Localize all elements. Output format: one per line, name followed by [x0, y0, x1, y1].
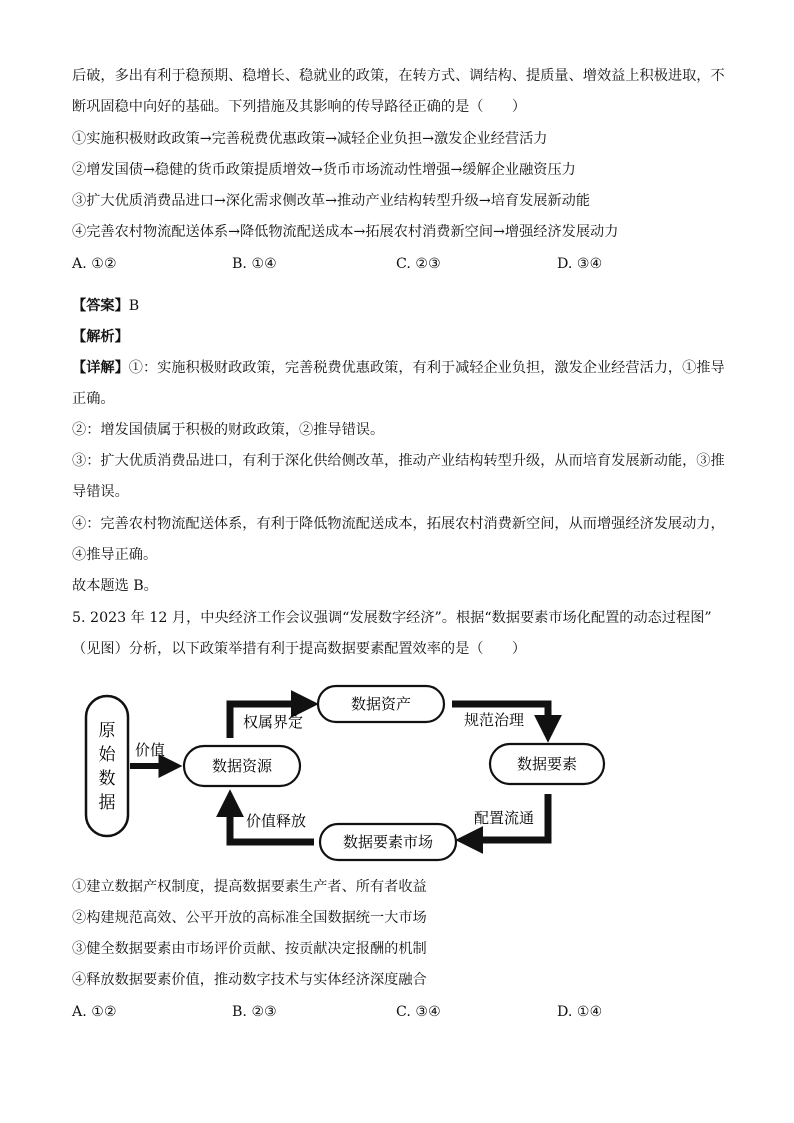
q5-option-a: A. ①② [72, 1004, 117, 1020]
q5-item-1: ①建立数据产权制度，提高数据要素生产者、所有者收益 [72, 879, 427, 895]
q5-item-4: ④释放数据要素价值，推动数字技术与实体经济深度融合 [72, 972, 427, 988]
q4-option-a: A. ①② [72, 256, 117, 272]
data-element-process-diagram [80, 682, 620, 864]
q5-option-b: B. ②③ [232, 1004, 277, 1020]
conclusion: 故本题选 B。 [72, 578, 158, 594]
q4-item-1: ①实施积极财政政策→完善税费优惠政策→减轻企业负担→激发企业经营活力 [72, 131, 548, 147]
q4-item-2: ②增发国债→稳健的货币政策提质增效→货币市场流动性增强→缓解企业融资压力 [72, 162, 576, 178]
rights-label: 权属界定 [242, 713, 304, 731]
q5-option-d: D. ①④ [557, 1004, 603, 1020]
raw-data-box [86, 696, 128, 836]
detail-line-5: 导错误。 [72, 484, 129, 500]
q4-stem-line-2: 断巩固稳中向好的基础。下列措施及其影响的传导路径正确的是（ ） [72, 99, 527, 115]
q5-stem-line-1: 5. 2023 年 12 月，中央经济工作会议强调“发展数字经济”。根据“数据要素市场化配置的动态过程图” [72, 610, 712, 626]
detail-line-1 [72, 358, 725, 378]
raw-data-char-2: 始 [98, 745, 116, 765]
q4-item-3: ③扩大优质消费品进口→深化需求侧改革→推动产业结构转型升级→培育发展新动能 [72, 193, 591, 209]
detail-label: 【详解】 [72, 360, 129, 376]
q5-item-3: ③健全数据要素由市场评价贡献、按贡献决定报酬的机制 [72, 941, 427, 957]
raw-data-char-4: 据 [98, 793, 116, 813]
detail-line-3: ②：增发国债属于积极的财政政策，②推导错误。 [72, 422, 385, 438]
data-resource-label: 数据资源 [211, 757, 273, 775]
q4-option-c: C. ②③ [396, 256, 441, 272]
data-market-label: 数据要素市场 [342, 833, 434, 851]
govern-label: 规范治理 [463, 711, 525, 729]
q5-item-2: ②构建规范高效、公平开放的高标准全国数据统一大市场 [72, 910, 427, 926]
data-element-label: 数据要素 [516, 755, 578, 773]
q4-option-d: D. ③④ [557, 256, 603, 272]
release-label: 价值释放 [245, 812, 307, 830]
q4-stem-line-1: 后破，多出有利于稳预期、稳增长、稳就业的政策，在转方式、调结构、提质量、增效益上积极进取，不 [72, 68, 725, 84]
q4-item-4: ④完善农村物流配送体系→降低物流配送成本→拓展农村消费新空间→增强经济发展动力 [72, 224, 619, 240]
raw-data-char-3: 数 [98, 769, 116, 789]
detail-line-2: 正确。 [72, 391, 115, 407]
data-asset-label: 数据资产 [350, 695, 412, 713]
analysis-label: 【解析】 [72, 329, 129, 345]
detail-line-4: ③：扩大优质消费品进口，有利于深化供给侧改革，推动产业结构转型升级，从而培育发展新动能，③推 [72, 453, 725, 469]
q5-stem-line-2: （见图）分析，以下政策举措有利于提高数据要素配置效率的是（ ） [72, 641, 527, 657]
answer-label: 【答案】 [72, 298, 129, 314]
allocate-label: 配置流通 [473, 809, 535, 827]
answer-value: B [128, 298, 140, 314]
detail-line-7: ④推导正确。 [72, 547, 158, 563]
answer-line [72, 296, 139, 316]
detail-text-1: ①：实施积极财政政策，完善税费优惠政策，有利于减轻企业负担，激发企业经营活力，①推导 [128, 360, 725, 376]
q4-option-b: B. ①④ [232, 256, 277, 272]
detail-line-6: ④：完善农村物流配送体系，有利于降低物流配送成本，拓展农村消费新空间，从而增强经济发展动力， [72, 516, 725, 532]
value-label: 价值 [134, 741, 166, 759]
q5-option-c: C. ③④ [396, 1004, 441, 1020]
raw-data-char-1: 原 [98, 721, 116, 741]
